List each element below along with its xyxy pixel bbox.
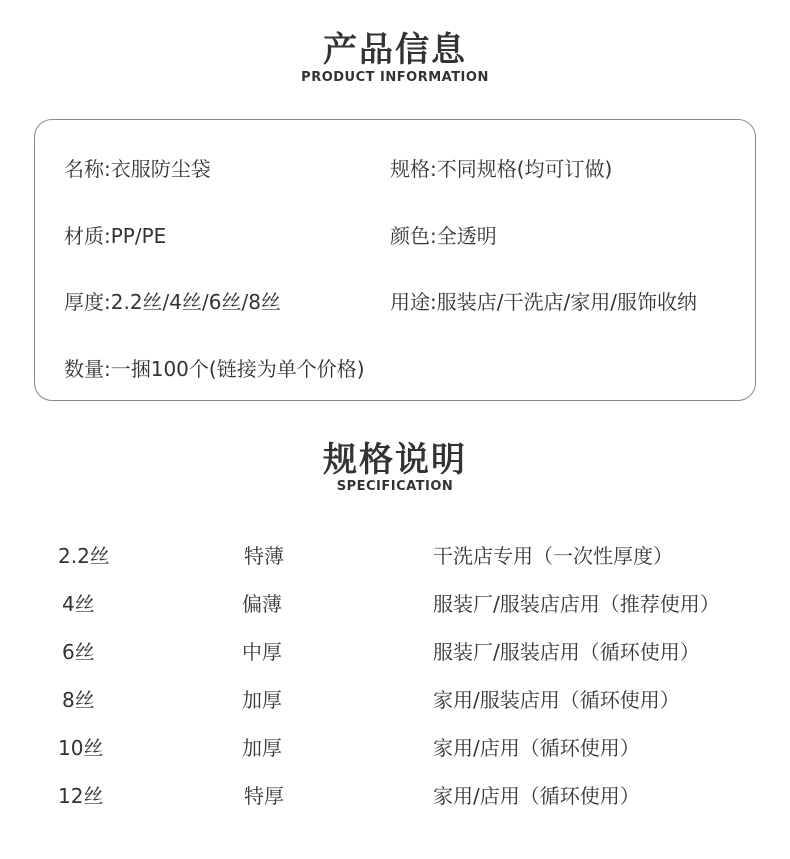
info-usage: 用途:服装店/干洗店/家用/服饰收纳 — [390, 290, 697, 314]
spec-thickness: 12丝 — [58, 784, 104, 808]
info-thickness: 厚度:2.2丝/4丝/6丝/8丝 — [64, 290, 281, 314]
specification-subtitle: SPECIFICATION — [336, 479, 454, 494]
spec-thickness: 6丝 — [62, 640, 95, 664]
spec-usage: 家用/服装店用（循环使用） — [433, 688, 680, 712]
product-info-title: 产品信息 — [323, 30, 467, 70]
info-quantity: 数量:一捆100个(链接为单个价格) — [64, 357, 365, 381]
spec-thickness: 10丝 — [58, 736, 104, 760]
spec-thickness: 4丝 — [62, 592, 95, 616]
spec-usage: 家用/店用（循环使用） — [433, 736, 640, 760]
info-size: 规格:不同规格(均可订做) — [390, 157, 613, 181]
product-info-subtitle: PRODUCT INFORMATION — [301, 70, 489, 85]
spec-usage: 家用/店用（循环使用） — [433, 784, 640, 808]
specification-title: 规格说明 — [323, 440, 467, 480]
spec-type: 加厚 — [242, 688, 282, 712]
spec-usage: 干洗店专用（一次性厚度） — [433, 544, 673, 568]
spec-type: 中厚 — [242, 640, 282, 664]
spec-usage: 服装厂/服装店用（循环使用） — [433, 640, 700, 664]
spec-type: 特厚 — [244, 784, 284, 808]
product-info-box — [34, 119, 756, 401]
info-color: 颜色:全透明 — [390, 224, 497, 248]
info-name: 名称:衣服防尘袋 — [64, 157, 211, 181]
spec-type: 偏薄 — [242, 592, 282, 616]
info-material: 材质:PP/PE — [64, 224, 167, 248]
spec-thickness: 8丝 — [62, 688, 95, 712]
spec-type: 特薄 — [244, 544, 284, 568]
spec-type: 加厚 — [242, 736, 282, 760]
spec-thickness: 2.2丝 — [58, 544, 110, 568]
spec-usage: 服装厂/服装店店用（推荐使用） — [433, 592, 720, 616]
